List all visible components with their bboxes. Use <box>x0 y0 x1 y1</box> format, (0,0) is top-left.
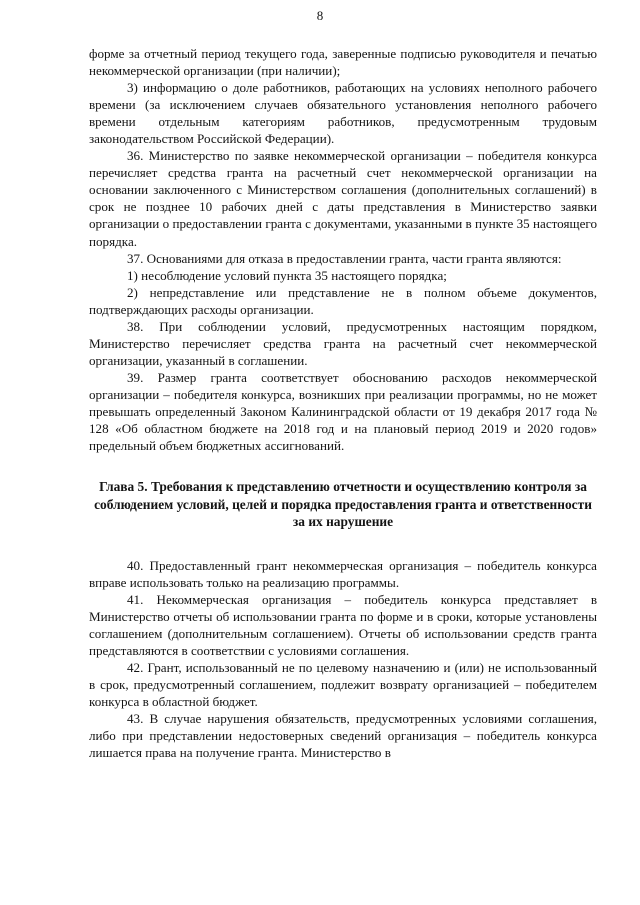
document-body <box>89 45 597 761</box>
paragraph-41: 41. Некоммерческая организация – победитель конкурса представляет в Министерство отчеты об использовании гранта по форме и в сроки, которые установлены соглашением (дополнительным соглашением). Отчеты об использовании средств гранта представляются в соответствии с условиями соглашения. <box>89 591 597 658</box>
paragraph-37-item-1: 1) несоблюдение условий пункта 35 настоящего порядка; <box>127 267 447 283</box>
paragraph-42: 42. Грант, использованный не по целевому назначению и (или) не использованный в срок, предусмотренный соглашением, подлежит возврату организацией – победителем конкурса в областной бюджет. <box>89 659 597 709</box>
paragraph-38: 38. При соблюдении условий, предусмотренных настоящим порядком, Министерство перечисляет средства гранта на расчетный счет некоммерческой организации, указанный в соглашении. <box>89 318 597 368</box>
paragraph-37: 37. Основаниями для отказа в предоставлении гранта, части гранта являются: <box>127 250 562 266</box>
chapter-heading <box>89 478 597 531</box>
paragraph-item-3: 3) информацию о доле работников, работающих на условиях неполного рабочего времени (за исключением случаев обязательного установления неполного рабочего времени отдельным категориям работников, предусмотренным трудовым законодательством Российской Федерации). <box>89 80 597 147</box>
page-number: 8 <box>316 8 324 23</box>
paragraph-40: 40. Предоставленный грант некоммерческая организация – победитель конкурса вправе использовать только на реализацию программы. <box>89 557 597 590</box>
paragraph-continuation: форме за отчетный период текущего года, заверенные подписью руководителя и печатью некоммерческой организации (при наличии); <box>89 46 597 79</box>
chapter-title: Глава 5. Требования к представлению отчетности и осуществлению контроля за соблюдением условий, целей и порядка предоставления гранта и ответственности за их нарушение <box>94 479 592 530</box>
paragraph-43: 43. В случае нарушения обязательств, предусмотренных условиями соглашения, либо при представлении недостоверных сведений организация – победитель конкурса лишается права на получение гранта. Министерство в <box>89 711 597 761</box>
paragraph-39: 39. Размер гранта соответствует обоснованию расходов некоммерческой организации – победителя конкурса, возникших при реализации программы, но не может превышать определенный Законом Калининградской области от 19 декабря 2017 года № 128 «Об областном бюджете на 2018 год и на плановый период 2019 и 2020 годов» предельный объем бюджетных ассигнований. <box>89 369 597 454</box>
paragraph-36: 36. Министерство по заявке некоммерческой организации – победителя конкурса перечисляет средства гранта на расчетный счет некоммерческой организации на основании заключенного с Министерством соглашения (дополнительных соглашений) в срок не позднее 10 рабочих дней с даты представления в Министерство заявки организации о предоставлении гранта с документами, указанными в пункте 35 настоящего порядка. <box>89 148 597 249</box>
paragraph-37-item-2: 2) непредставление или представление не в полном объеме документов, подтверждающих расходы организации. <box>89 284 597 317</box>
